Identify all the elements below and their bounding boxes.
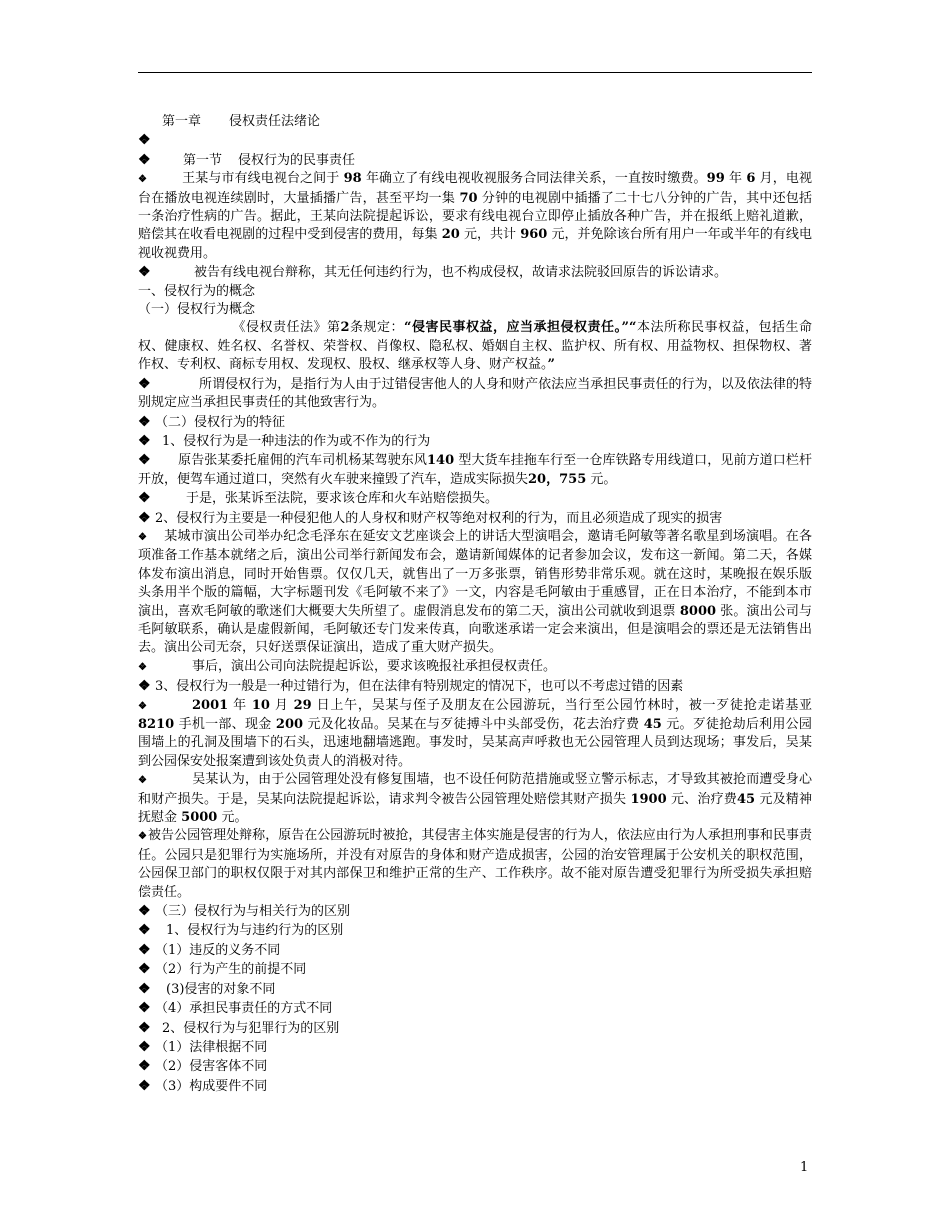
bullet-icon: ❖ [138, 678, 151, 695]
case2-paragraph: ❖ 原告张某委托雇佣的汽车司机杨某驾驶东风140 型大货车挂拖车行至一仓库铁路专用线道口，见前方道口栏杆开放，便驾车通过道口，突然有火车驶来撞毁了汽车，造成实际损失20，755 元。 [138, 452, 812, 487]
bullet-icon: ❖ [138, 413, 151, 430]
bullet-icon: ❖ [138, 1077, 151, 1094]
bullet-icon: ❖ [138, 922, 151, 939]
section-heading: ❖ 第一节 侵权行为的民事责任 [138, 151, 356, 168]
case3-lawsuit: ❖ 事后，演出公司向法院提起诉讼，要求该晚报社承担侵权责任。 [138, 658, 812, 677]
heading-concept: （一）侵权行为概念 [138, 302, 256, 318]
bullet-icon: ❖ [138, 831, 147, 843]
case4-defense: ❖被告公园管理处辩称，原告在公园游玩时被抢，其侵害主体实施是侵害的行为人，依法应由行为人承担刑事和民事责任。公园只是犯罪行为实施场所，并没有对原告的身体和财产造成损害，公园的治安管理属于公安机关的职权范围，公园保卫部门的职权仅限于对其内部保卫和维护正常的生产、工作秩序。故不能对原告遭受犯罪行为所受损失承担赔偿责任。 [138, 828, 812, 900]
heading-concept-top: 一、侵权行为的概念 [138, 283, 256, 299]
distinction-1-item: ❖ （4）承担民事责任的方式不同 [138, 1000, 333, 1017]
case3-paragraph: ❖ 某城市演出公司举办纪念毛泽东在延安文艺座谈会上的讲话大型演唱会，邀请毛阿敏等著名歌星到场演唱。在各项准备工作基本就绪之后，演出公司举行新闻发布会，邀请新闻媒体的记者参加会议，发布这一新闻。第二天，各媒体发布演出消息，同时开始售票。仅仅几天，就售出了一万多张票，销售形势非常乐观。就在这时，某晚报在娱乐版头条用半个版的篇幅，大字标题刊发《毛阿敏不来了》一文，内容是毛阿敏由于重感冒，正在日本治疗，不能到本市演出，喜欢毛阿敏的歌迷们大概要大失所望了。虚假消息发布的第二天，演出公司就收到退票 8000 张。演出公司与毛阿敏联系，确认是虚假新闻，毛阿敏还专门发来传真，向歌迷承诺一定会来演出，但是演唱会的票还是无法销售出去。演出公司无奈，只好送票保证演出，造成了重大财产损失。 [138, 528, 812, 656]
law-quote: 《侵权责任法》第2条规定：“侵害民事权益，应当承担侵权责任。”“本法所称民事权益，包括生命权、健康权、姓名权、名誉权、荣誉权、肖像权、隐私权、婚姻自主权、监护权、所有权、用益物权、担保物权、著作权、专利权、商标专用权、发现权、股权、继承权等人身、财产权益。” [138, 320, 812, 373]
case1-paragraph: ❖ 王某与市有线电视台之间于 98 年确立了有线电视收视服务合同法律关系，一直按时缴费。99 年 6 月，电视台在播放电视连续剧时，大量插播广告，甚至平均一集 70 分钟的电视剧中插播了二十七八分钟的广告，其中还包括一条治疗性病的广告。据此，王某向法院提起诉讼，要求有线电视台立即停止插放各种广告，并在报纸上赔礼道歉，赔偿其在收看电视剧的过程中受到侵害的费用，每集 20 元，共计 960 元，并免除该台所有用户一年或半年的有线电视收视费用。 [138, 171, 812, 261]
bullet-icon: ❖ [138, 1000, 151, 1017]
case4-paragraph: ❖ 2001 年 10 月 29 日上午，吴某与侄子及朋友在公园游玩，当行至公园竹林时，被一歹徒抢走诺基亚8210 手机一部、现金 200 元及化妆品。吴某在与歹徒搏斗中头部受伤，花去治疗费 45 元。歹徒抢劫后利用公园围墙上的孔洞及围墙下的石头，迅速地翻墙逃跑。事发时，吴某高声呼救也无公园管理人员到达现场；事发后，吴某到公园保安处报案遭到该处负责人的消极对待。 [138, 697, 812, 769]
distinction-1: ❖ 1、侵权行为与违约行为的区别 [138, 922, 344, 939]
bullet-icon: ❖ [138, 980, 151, 997]
distinction-2-item: ❖ （3）构成要件不同 [138, 1077, 268, 1094]
document-body [138, 113, 812, 1096]
case2-claim: ❖ 于是，张某诉至法院，要求该仓库和火车站赔偿损失。 [138, 490, 499, 507]
heading-distinction: ❖ （三）侵权行为与相关行为的区别 [138, 903, 351, 920]
distinction-1-item: ❖ (3)侵害的对象不同 [138, 980, 276, 997]
chapter-heading: 第一章 侵权责任法绪论 [162, 114, 321, 129]
bullet-icon: ❖ [138, 452, 151, 469]
case1-defense: ❖ 被告有线电视台辩称，其无任何违约行为，也不构成侵权，故请求法院驳回原告的诉讼请求。 [138, 264, 728, 281]
bullet-icon: ❖ [138, 151, 151, 168]
bullet-icon: ❖ [138, 490, 151, 507]
bullet-icon: ❖ [138, 375, 151, 392]
distinction-2-item: ❖ （1）法律根据不同 [138, 1038, 268, 1055]
bullet-icon: ❖ [138, 961, 151, 978]
bullet-icon: ❖ [138, 700, 147, 712]
distinction-2: ❖ 2、侵权行为与犯罪行为的区别 [138, 1019, 340, 1036]
bullet-icon: ❖ [138, 531, 147, 543]
distinction-1-item: ❖ （1）违反的义务不同 [138, 941, 281, 958]
empty-bullet-line [138, 131, 812, 150]
bullet-icon: ❖ [138, 509, 151, 526]
bullet-icon: ❖ [138, 903, 151, 920]
bullet-icon: ❖ [138, 264, 151, 281]
bullet-icon: ❖ [138, 775, 147, 787]
heading-features: ❖ （二）侵权行为的特征 [138, 413, 286, 430]
bullet-icon: ❖ [138, 1019, 151, 1036]
bullet-icon: ❖ [138, 941, 151, 958]
distinction-2-item: ❖ （2）侵害客体不同 [138, 1058, 268, 1075]
bullet-icon: ❖ [138, 1038, 151, 1055]
case4-claim: ❖ 吴某认为，由于公园管理处没有修复围墙，也不设任何防范措施或竖立警示标志，才导致其被抢而遭受身心和财产损失。于是，吴某向法院提起诉讼，请求判令被告公园管理处赔偿其财产损失 1900 元、治疗费45 元及精神抚慰金 5000 元。 [138, 772, 812, 826]
header-rule [138, 72, 812, 73]
bullet-icon: ❖ [138, 1058, 151, 1075]
bullet-icon: ❖ [138, 132, 151, 149]
page-number: 1 [800, 1160, 809, 1175]
distinction-1-item: ❖ （2）行为产生的前提不同 [138, 961, 307, 978]
definition-paragraph: ❖ 所谓侵权行为，是指行为人由于过错侵害他人的人身和财产依法应当承担民事责任的行为，以及依法律的特别规定应当承担民事责任的其他致害行为。 [138, 375, 812, 411]
bullet-icon: ❖ [138, 661, 147, 673]
feature-1: ❖ 1、侵权行为是一种违法的作为或不作为的行为 [138, 432, 431, 449]
feature-3: ❖ 3、侵权行为一般是一种过错行为，但在法律有特别规定的情况下，也可以不考虑过错的因素 [138, 678, 684, 695]
feature-2: ❖ 2、侵权行为主要是一种侵犯他人的人身权和财产权等绝对权利的行为，而且必须造成了现实的损害 [138, 509, 723, 526]
bullet-icon: ❖ [138, 432, 151, 449]
bullet-icon: ❖ [138, 174, 147, 186]
